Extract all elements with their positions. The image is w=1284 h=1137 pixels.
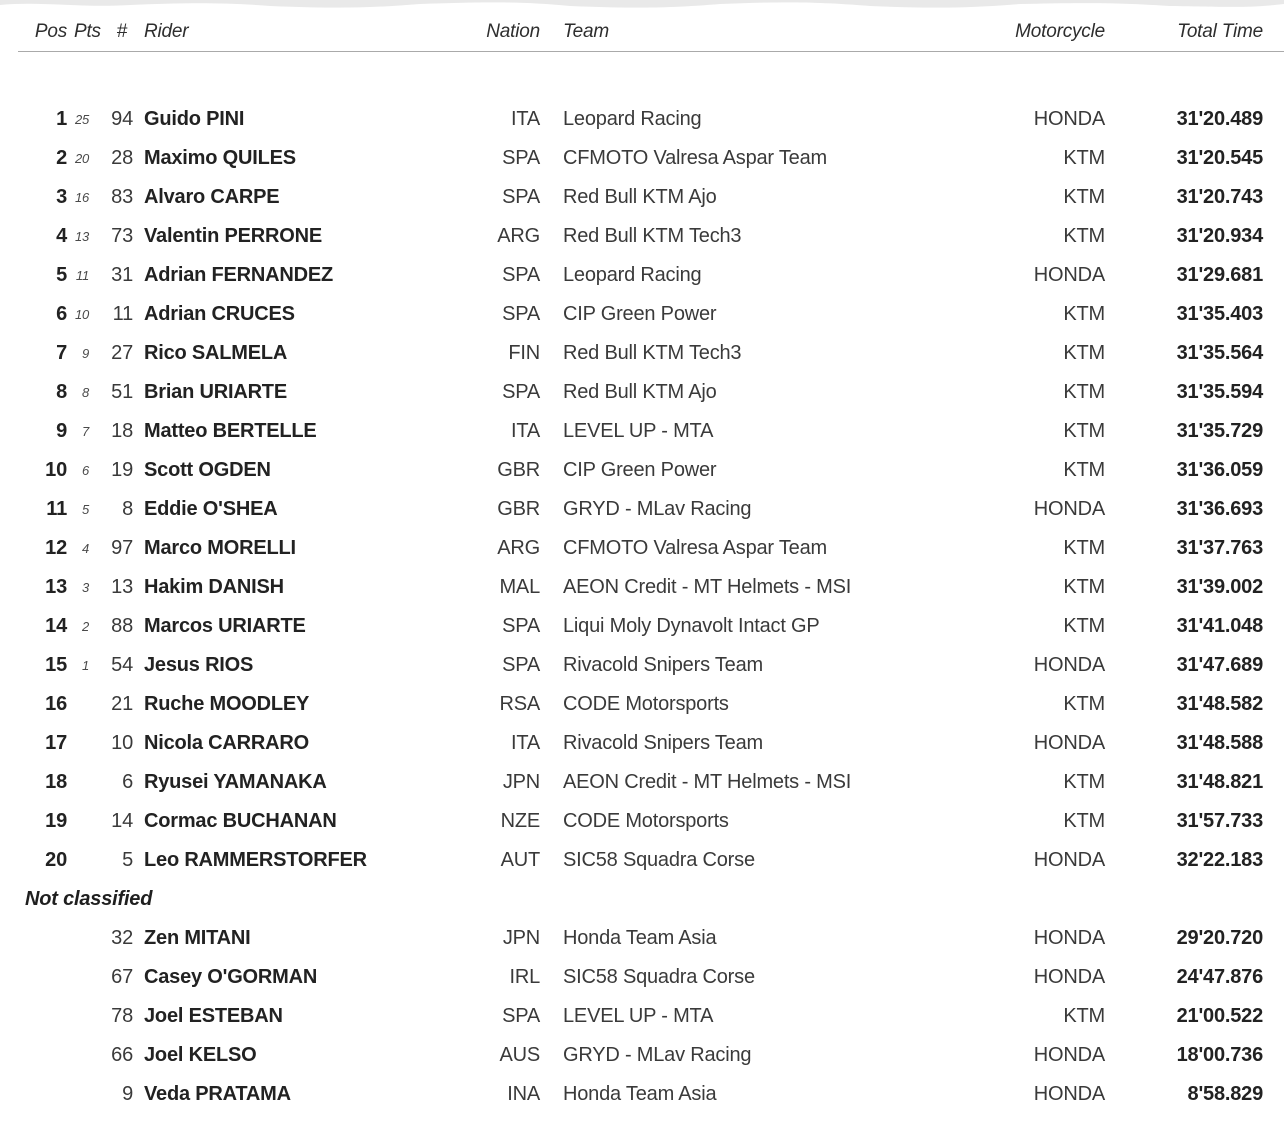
cell-rider-number: 73 <box>111 225 133 247</box>
cell-motorcycle: HONDA <box>1033 1044 1105 1066</box>
cell-position: 15 <box>45 654 67 676</box>
table-row <box>30 1036 1263 1075</box>
cell-motorcycle: HONDA <box>1033 498 1105 520</box>
cell-rider-number: 78 <box>111 1005 133 1027</box>
cell-team: GRYD - MLav Racing <box>563 1044 752 1066</box>
cell-nation: SPA <box>502 615 540 637</box>
cell-rider-name: Eddie O'SHEA <box>144 498 278 520</box>
cell-motorcycle: KTM <box>1063 342 1105 364</box>
header-nation: Nation <box>486 20 540 42</box>
cell-nation: SPA <box>502 654 540 676</box>
cell-rider-number: 94 <box>111 108 133 130</box>
cell-team: CODE Motorsports <box>563 693 729 715</box>
cell-nation: ITA <box>510 108 540 130</box>
cell-total-time: 18'00.736 <box>1176 1044 1263 1066</box>
cell-nation: AUS <box>499 1044 540 1066</box>
cell-motorcycle: KTM <box>1063 693 1105 715</box>
cell-motorcycle: KTM <box>1063 147 1105 169</box>
results-table <box>0 12 1284 1114</box>
not-classified-rows <box>30 919 1263 1114</box>
header-number: # <box>116 20 127 42</box>
cell-position: 20 <box>45 849 67 871</box>
cell-team: Liqui Moly Dynavolt Intact GP <box>563 615 820 637</box>
cell-points: 9 <box>81 346 89 361</box>
cell-nation: SPA <box>502 303 540 325</box>
cell-rider-number: 88 <box>111 615 133 637</box>
cell-motorcycle: KTM <box>1063 576 1105 598</box>
cell-rider-name: Brian URIARTE <box>144 381 287 403</box>
cell-total-time: 31'35.564 <box>1176 342 1263 364</box>
cell-motorcycle: KTM <box>1063 615 1105 637</box>
cell-motorcycle: KTM <box>1063 459 1105 481</box>
cell-position: 8 <box>56 381 67 403</box>
cell-position: 18 <box>45 771 67 793</box>
cell-total-time: 31'37.763 <box>1176 537 1263 559</box>
cell-total-time: 31'20.545 <box>1176 147 1263 169</box>
classified-rows <box>30 100 1263 880</box>
cell-team: SIC58 Squadra Corse <box>563 966 755 988</box>
cell-rider-number: 14 <box>111 810 133 832</box>
table-row <box>30 139 1263 178</box>
cell-rider-number: 10 <box>111 732 133 754</box>
cell-total-time: 31'41.048 <box>1176 615 1263 637</box>
cell-rider-name: Veda PRATAMA <box>144 1083 291 1105</box>
cell-team: Leopard Racing <box>563 264 702 286</box>
cell-nation: ITA <box>510 732 540 754</box>
cell-position: 2 <box>56 147 67 169</box>
header-rider: Rider <box>144 20 189 42</box>
cell-nation: RSA <box>499 693 540 715</box>
cell-motorcycle: HONDA <box>1033 927 1105 949</box>
cell-position: 5 <box>56 264 67 286</box>
cell-position: 10 <box>45 459 67 481</box>
cell-total-time: 31'35.403 <box>1176 303 1263 325</box>
cell-total-time: 31'29.681 <box>1176 264 1263 286</box>
table-row <box>30 451 1263 490</box>
cell-nation: AUT <box>500 849 540 871</box>
table-row <box>30 607 1263 646</box>
cell-points: 16 <box>74 190 89 205</box>
cell-team: Red Bull KTM Tech3 <box>563 342 742 364</box>
cell-nation: INA <box>507 1083 540 1105</box>
torn-edge-decoration <box>0 0 1284 12</box>
table-row <box>30 685 1263 724</box>
cell-points: 13 <box>74 229 89 244</box>
cell-rider-name: Ruche MOODLEY <box>144 693 310 715</box>
cell-team: GRYD - MLav Racing <box>563 498 752 520</box>
cell-nation: SPA <box>502 186 540 208</box>
cell-rider-name: Rico SALMELA <box>144 342 288 364</box>
header-pts: Pts <box>74 20 101 42</box>
cell-rider-number: 18 <box>111 420 133 442</box>
table-row <box>30 217 1263 256</box>
cell-nation: JPN <box>502 927 540 949</box>
cell-rider-name: Adrian FERNANDEZ <box>144 264 334 286</box>
cell-team: Red Bull KTM Ajo <box>563 186 717 208</box>
cell-rider-number: 54 <box>111 654 133 676</box>
cell-total-time: 31'36.059 <box>1176 459 1263 481</box>
table-row <box>30 412 1263 451</box>
cell-rider-number: 6 <box>122 771 133 793</box>
cell-team: Honda Team Asia <box>563 927 717 949</box>
cell-team: Leopard Racing <box>563 108 702 130</box>
cell-team: Red Bull KTM Ajo <box>563 381 717 403</box>
table-row <box>30 178 1263 217</box>
table-row <box>30 646 1263 685</box>
cell-position: 4 <box>56 225 67 247</box>
cell-rider-name: Joel KELSO <box>144 1044 257 1066</box>
cell-rider-name: Leo RAMMERSTORFER <box>144 849 367 871</box>
cell-total-time: 8'58.829 <box>1187 1083 1263 1105</box>
cell-rider-number: 8 <box>122 498 133 520</box>
cell-rider-name: Zen MITANI <box>144 927 251 949</box>
cell-rider-number: 66 <box>111 1044 133 1066</box>
cell-total-time: 21'00.522 <box>1176 1005 1263 1027</box>
cell-position: 3 <box>56 186 67 208</box>
cell-total-time: 31'36.693 <box>1176 498 1263 520</box>
cell-nation: ARG <box>497 537 540 559</box>
cell-rider-name: Valentin PERRONE <box>144 225 322 247</box>
cell-motorcycle: KTM <box>1063 381 1105 403</box>
cell-total-time: 31'20.489 <box>1176 108 1263 130</box>
cell-total-time: 31'48.582 <box>1176 693 1263 715</box>
table-body <box>0 52 1284 1114</box>
cell-team: Rivacold Snipers Team <box>563 654 763 676</box>
cell-team: Red Bull KTM Tech3 <box>563 225 742 247</box>
cell-points: 11 <box>75 268 89 283</box>
cell-rider-number: 51 <box>111 381 133 403</box>
cell-team: AEON Credit - MT Helmets - MSI <box>563 771 852 793</box>
cell-points: 6 <box>81 463 89 478</box>
cell-rider-name: Ryusei YAMANAKA <box>144 771 327 793</box>
table-row <box>30 529 1263 568</box>
table-row <box>30 997 1263 1036</box>
table-row <box>30 100 1263 139</box>
cell-rider-number: 28 <box>111 147 133 169</box>
cell-rider-number: 32 <box>111 927 133 949</box>
cell-position: 16 <box>45 693 67 715</box>
cell-rider-number: 83 <box>111 186 133 208</box>
cell-total-time: 29'20.720 <box>1176 927 1263 949</box>
cell-motorcycle: KTM <box>1063 225 1105 247</box>
cell-points: 10 <box>74 307 89 322</box>
cell-nation: SPA <box>502 147 540 169</box>
cell-rider-name: Matteo BERTELLE <box>144 420 317 442</box>
cell-rider-name: Adrian CRUCES <box>144 303 295 325</box>
cell-total-time: 31'48.588 <box>1176 732 1263 754</box>
cell-rider-name: Hakim DANISH <box>144 576 284 598</box>
cell-rider-number: 11 <box>112 303 133 325</box>
cell-rider-number: 9 <box>122 1083 133 1105</box>
cell-position: 13 <box>45 576 67 598</box>
cell-rider-name: Marcos URIARTE <box>144 615 306 637</box>
cell-nation: MAL <box>499 576 540 598</box>
cell-total-time: 31'39.002 <box>1176 576 1263 598</box>
cell-position: 1 <box>56 108 67 130</box>
cell-rider-number: 5 <box>122 849 133 871</box>
table-header-row <box>30 12 1263 51</box>
header-pos: Pos <box>34 20 67 42</box>
table-row <box>30 490 1263 529</box>
cell-rider-name: Jesus RIOS <box>144 654 254 676</box>
cell-total-time: 31'20.743 <box>1176 186 1263 208</box>
table-row <box>30 373 1263 412</box>
cell-points: 1 <box>81 658 89 673</box>
cell-motorcycle: HONDA <box>1033 1083 1105 1105</box>
cell-rider-number: 13 <box>111 576 133 598</box>
table-row <box>30 334 1263 373</box>
cell-team: AEON Credit - MT Helmets - MSI <box>563 576 852 598</box>
cell-rider-number: 19 <box>111 459 133 481</box>
cell-total-time: 31'47.689 <box>1176 654 1263 676</box>
cell-nation: SPA <box>502 381 540 403</box>
table-row <box>30 568 1263 607</box>
cell-nation: ITA <box>510 420 540 442</box>
cell-rider-number: 67 <box>111 966 133 988</box>
cell-rider-number: 31 <box>111 264 133 286</box>
cell-rider-name: Scott OGDEN <box>144 459 271 481</box>
cell-team: CIP Green Power <box>563 303 717 325</box>
cell-motorcycle: HONDA <box>1033 264 1105 286</box>
table-row <box>30 763 1263 802</box>
cell-motorcycle: KTM <box>1063 186 1105 208</box>
cell-rider-name: Casey O'GORMAN <box>144 966 318 988</box>
cell-total-time: 31'35.594 <box>1176 381 1263 403</box>
cell-motorcycle: HONDA <box>1033 108 1105 130</box>
cell-rider-number: 97 <box>111 537 133 559</box>
table-row <box>30 841 1263 880</box>
cell-rider-number: 21 <box>111 693 133 715</box>
cell-nation: GBR <box>497 459 540 481</box>
header-team: Team <box>563 20 610 42</box>
cell-motorcycle: HONDA <box>1033 732 1105 754</box>
cell-position: 17 <box>45 732 67 754</box>
cell-team: LEVEL UP - MTA <box>563 1005 714 1027</box>
cell-total-time: 31'57.733 <box>1176 810 1263 832</box>
cell-motorcycle: KTM <box>1063 771 1105 793</box>
cell-nation: NZE <box>500 810 540 832</box>
cell-position: 19 <box>45 810 67 832</box>
cell-position: 7 <box>56 342 67 364</box>
cell-team: CODE Motorsports <box>563 810 729 832</box>
table-row <box>30 802 1263 841</box>
cell-nation: SPA <box>502 264 540 286</box>
cell-nation: GBR <box>497 498 540 520</box>
cell-points: 2 <box>81 619 89 634</box>
cell-motorcycle: KTM <box>1063 1005 1105 1027</box>
cell-position: 14 <box>45 615 67 637</box>
cell-points: 7 <box>81 424 89 439</box>
cell-points: 8 <box>81 385 89 400</box>
cell-points: 25 <box>74 112 89 127</box>
cell-points: 20 <box>74 151 89 166</box>
cell-motorcycle: HONDA <box>1033 849 1105 871</box>
table-row <box>30 1075 1263 1114</box>
cell-rider-name: Nicola CARRARO <box>144 732 309 754</box>
cell-rider-name: Guido PINI <box>144 108 245 130</box>
cell-motorcycle: KTM <box>1063 303 1105 325</box>
cell-team: Honda Team Asia <box>563 1083 717 1105</box>
cell-position: 9 <box>56 420 67 442</box>
table-row <box>30 295 1263 334</box>
cell-team: SIC58 Squadra Corse <box>563 849 755 871</box>
cell-nation: SPA <box>502 1005 540 1027</box>
cell-motorcycle: KTM <box>1063 810 1105 832</box>
cell-team: CFMOTO Valresa Aspar Team <box>563 147 827 169</box>
cell-points: 3 <box>81 580 89 595</box>
cell-rider-name: Marco MORELLI <box>144 537 296 559</box>
table-row <box>30 958 1263 997</box>
cell-team: CFMOTO Valresa Aspar Team <box>563 537 827 559</box>
cell-position: 12 <box>45 537 67 559</box>
header-motorcycle: Motorcycle <box>1015 20 1105 42</box>
cell-rider-name: Cormac BUCHANAN <box>144 810 337 832</box>
cell-nation: FIN <box>508 342 540 364</box>
not-classified-label: Not classified <box>25 888 153 910</box>
cell-nation: ARG <box>497 225 540 247</box>
header-total-time: Total Time <box>1177 20 1263 42</box>
cell-motorcycle: HONDA <box>1033 966 1105 988</box>
cell-total-time: 31'48.821 <box>1176 771 1263 793</box>
table-row <box>30 256 1263 295</box>
cell-motorcycle: KTM <box>1063 537 1105 559</box>
cell-points: 5 <box>81 502 89 517</box>
cell-motorcycle: KTM <box>1063 420 1105 442</box>
cell-team: LEVEL UP - MTA <box>563 420 714 442</box>
cell-points: 4 <box>81 541 89 556</box>
cell-rider-name: Maximo QUILES <box>144 147 296 169</box>
cell-position: 11 <box>46 498 67 520</box>
cell-rider-name: Joel ESTEBAN <box>144 1005 283 1027</box>
cell-rider-number: 27 <box>111 342 133 364</box>
cell-total-time: 32'22.183 <box>1176 849 1263 871</box>
cell-team: CIP Green Power <box>563 459 717 481</box>
cell-rider-name: Alvaro CARPE <box>144 186 280 208</box>
cell-team: Rivacold Snipers Team <box>563 732 763 754</box>
cell-total-time: 31'35.729 <box>1176 420 1263 442</box>
cell-total-time: 24'47.876 <box>1176 966 1263 988</box>
cell-nation: IRL <box>509 966 540 988</box>
cell-nation: JPN <box>502 771 540 793</box>
table-row <box>30 919 1263 958</box>
cell-position: 6 <box>56 303 67 325</box>
table-row <box>30 724 1263 763</box>
cell-total-time: 31'20.934 <box>1176 225 1263 247</box>
cell-motorcycle: HONDA <box>1033 654 1105 676</box>
